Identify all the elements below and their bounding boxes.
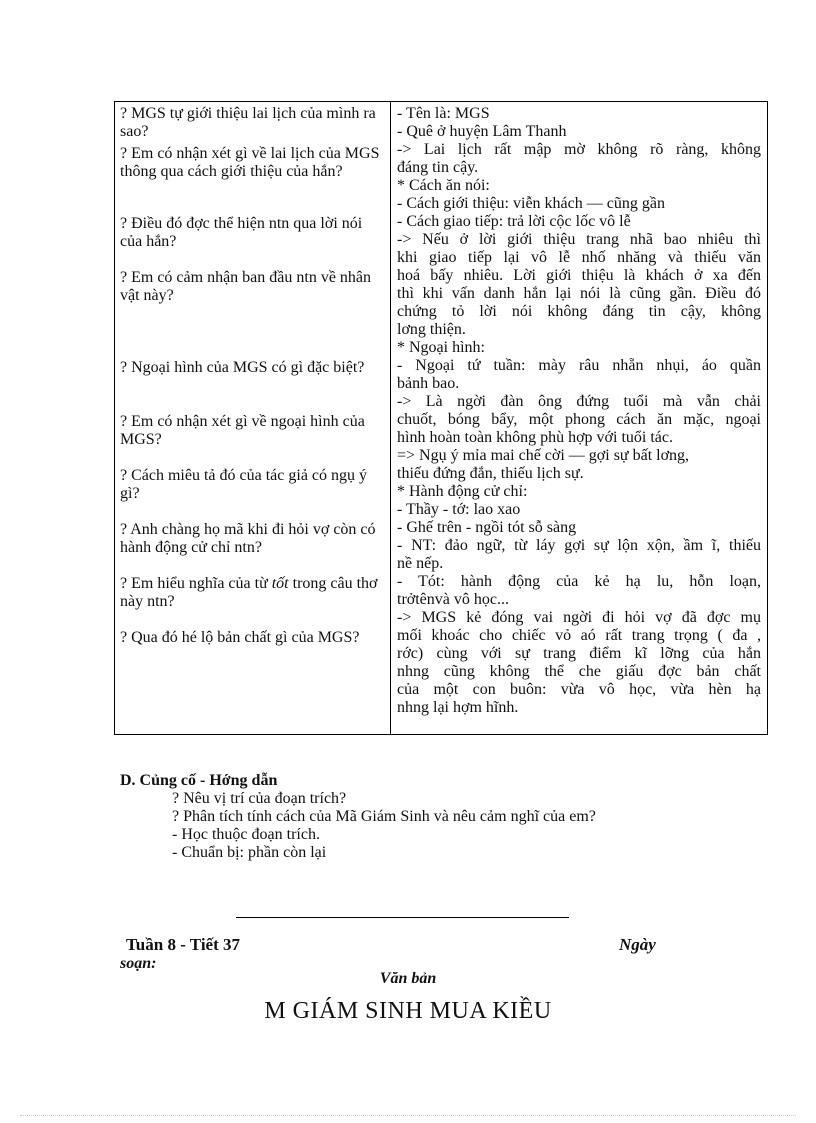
answer-line: nhng lại hợm hĩnh.	[397, 699, 519, 716]
answer-line: chứng tỏ lời nói không đáng tin cậy, không	[397, 303, 761, 320]
section-d-heading: D. Củng cố - Hớng dẫn	[120, 772, 278, 789]
answer-line: - Quê ở huyện Lâm Thanh	[397, 123, 567, 140]
answer-line: thì khi vấn danh hắn lại nói là cũng gần. Điều đó	[397, 285, 761, 302]
answer-line: -> Nếu ở lời giới thiệu trang nhã bao nhiêu thì	[397, 231, 761, 248]
question-9-part-b: trong câu thơ này ntn?	[120, 575, 378, 610]
page-bottom-border	[20, 1115, 796, 1116]
question-8: ? Anh chàng họ mã khi đi hỏi vợ còn có hành động cử chỉ ntn?	[120, 521, 376, 556]
answer-line: mối khoác cho chiếc vỏ aó rất trang trọng ( đa ,	[397, 627, 761, 644]
answer-line: - Cách giới thiệu: viễn khách — cũng gần	[397, 195, 665, 212]
question-1: ? MGS tự giới thiệu lai lịch của mình ra sao?	[120, 105, 376, 140]
question-9-emphasis: tốt	[271, 575, 289, 592]
question-4: ? Em có cảm nhận ban đầu ntn về nhân vật này?	[120, 269, 372, 304]
table-column-divider	[390, 102, 391, 734]
answer-line: -> Là ngời đàn ông đứng tuổi mà vẫn chải	[397, 393, 761, 410]
lesson-table	[114, 101, 768, 735]
answer-line: chuốt, bóng bẩy, một phong cách ăn mặc, ngoại	[397, 411, 761, 428]
answer-line: khi giao tiếp lại vô lễ nhố nhăng và thiếu văn	[397, 249, 761, 266]
answer-line: thiếu đứng đắn, thiếu lịch sự.	[397, 465, 584, 482]
answer-line: * Hành động cử chỉ:	[397, 483, 528, 500]
answer-line: - NT: đảo ngữ, từ láy gợi sự lộn xộn, ầm ĩ, thiếu	[397, 537, 761, 554]
question-3: ? Điều đó đợc thể hiện ntn qua lời nói của hắn?	[120, 215, 363, 250]
lesson-title: M GIÁM SINH MUA KIỀU	[264, 998, 552, 1024]
answer-line: - Cách giao tiếp: trả lời cộc lốc vô lễ	[397, 213, 631, 230]
answer-line: của một con buôn: vừa vô học, vừa hèn hạ	[397, 681, 761, 698]
section-d	[120, 772, 760, 862]
question-9	[120, 575, 382, 611]
question-5: ? Ngoại hình của MGS có gì đặc biệt?	[120, 359, 365, 376]
answer-line: hoá bấy nhiêu. Lời giới thiệu là khách ở xa đến	[397, 267, 761, 284]
question-2: ? Em có nhận xét gì về lai lịch của MGS thông qua cách giới thiệu của hắn?	[120, 145, 380, 180]
answer-line: - Tên là: MGS	[397, 105, 490, 122]
section-d-items	[172, 790, 760, 862]
answer-line: - Thầy - tớ: lao xao	[397, 501, 521, 518]
date-label: Ngày	[619, 935, 656, 954]
question-6: ? Em có nhận xét gì về ngoại hình của MGS?	[120, 413, 365, 448]
separator-line	[236, 917, 569, 918]
answer-line: - Ngoại tứ tuần: mày râu nhẵn nhụi, áo quần	[397, 357, 761, 374]
week-lesson-label: Tuần 8 - Tiết 37	[126, 935, 241, 954]
section-d-item: - Học thuộc đoạn trích.	[172, 826, 320, 843]
answer-line: lơng thiện.	[397, 321, 466, 338]
answer-line: - Tót: hành động của kẻ hạ lu, hỗn loạn,	[397, 573, 761, 590]
answer-line: - Ghế trên - ngồi tót sỗ sàng	[397, 519, 577, 536]
question-9-part-a: ? Em hiểu nghĩa của từ	[120, 575, 272, 592]
question-7: ? Cách miêu tả đó của tác giả có ngụ ý gì?	[120, 467, 368, 502]
answer-line: => Ngụ ý mỉa mai chế cời — gợi sự bất lơng,	[397, 447, 690, 464]
answer-line: đáng tin cậy.	[397, 159, 479, 176]
genre-label: Văn bản	[379, 970, 437, 987]
answer-line: trởtênvà vô học...	[397, 591, 509, 608]
answer-line: nhng cũng không thể che giấu đợc bản chất	[397, 663, 761, 680]
answer-line: * Ngoại hình:	[397, 339, 485, 356]
answer-line: hình hoàn toàn không phù hợp với tuổi tác.	[397, 429, 673, 446]
answer-line: rớc) cùng với sự trang điểm kĩ lỡng của hắn	[397, 645, 761, 662]
answers-column	[397, 105, 761, 717]
section-d-item: ? Nêu vị trí của đoạn trích?	[172, 790, 347, 807]
section-d-item: - Chuẩn bị: phần còn lại	[172, 844, 327, 861]
prepared-label: soạn:	[120, 955, 157, 972]
question-10: ? Qua đó hé lộ bản chất gì của MGS?	[120, 629, 360, 646]
answer-line: * Cách ăn nói:	[397, 177, 490, 194]
answer-line: -> MGS kẻ đóng vai ngời đi hỏi vợ đã đợc mụ	[397, 609, 761, 626]
answer-line: nề nếp.	[397, 555, 444, 572]
section-d-item: ? Phân tích tính cách của Mã Giám Sinh và nêu cảm nghĩ của em?	[172, 808, 596, 825]
answer-line: bảnh bao.	[397, 375, 460, 392]
answer-line: -> Lai lịch rất mập mờ không rõ ràng, không	[397, 141, 761, 158]
